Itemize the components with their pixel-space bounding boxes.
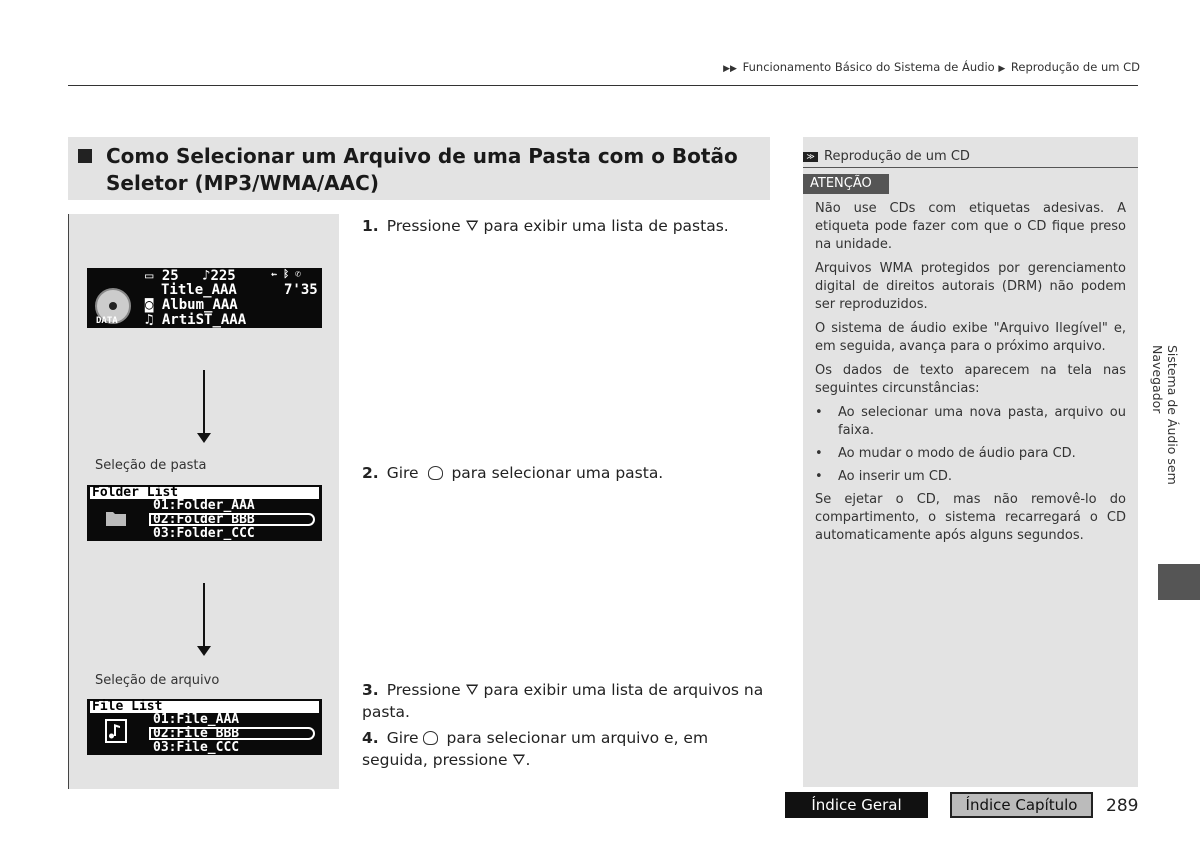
artist-name: ArtiST_AAA (161, 312, 247, 328)
bluetooth-icon: ᛒ (283, 269, 290, 280)
folder-icon (104, 505, 128, 529)
step-3 (362, 679, 772, 723)
music-note-icon: ♪ (202, 268, 211, 284)
step-number: 1. (362, 217, 379, 235)
press-button-icon: ⛛ (465, 217, 479, 235)
breadcrumb-item[interactable]: Reprodução de um CD (1010, 60, 1140, 74)
list-item-text: Ao mudar o modo de áudio para CD. (838, 446, 1076, 461)
step-text: para exibir uma lista de arquivos na pasta. (362, 681, 764, 721)
bullet-icon: • (815, 446, 823, 461)
breadcrumb (723, 60, 1140, 74)
list-item (815, 468, 1126, 486)
step-1 (362, 215, 772, 237)
down-arrow-icon (197, 433, 211, 443)
chapter-index-button[interactable]: Índice Capítulo (950, 792, 1093, 818)
track-time: 7'35 (284, 282, 318, 298)
disc-label: DATA (96, 316, 118, 326)
caution-label: ATENÇÃO (803, 174, 889, 194)
rotary-knob-icon (428, 466, 443, 480)
phone-icon: ✆ (295, 269, 302, 280)
folder-count: 25 (161, 268, 179, 284)
now-playing-display (87, 268, 322, 328)
sidebar-paragraph: O sistema de áudio exibe "Arquivo Ilegível" e, em seguida, avança para o próximo arquivo. (815, 321, 1126, 354)
step-number: 2. (362, 464, 379, 482)
step-4 (362, 727, 772, 771)
artist-icon: ♫ (145, 312, 154, 328)
folder-selection-label: Seleção de pasta (95, 458, 207, 473)
section-title (106, 143, 746, 197)
file-list-header: File List (90, 701, 319, 713)
heading-square-icon (78, 149, 92, 163)
step-text: para selecionar uma pasta. (451, 464, 664, 482)
artist-row (145, 313, 246, 328)
breadcrumb-arrow-icon: ▶ (998, 64, 1006, 74)
album-name: Album_AAA (161, 297, 238, 313)
sidebar-paragraph: Se ejetar o CD, mas não removê-lo do compartimento, o sistema recarregará o CD automaticamente após alguns segundos. (815, 492, 1126, 543)
step-text: Pressione (386, 217, 461, 235)
section-title-line: Como Selecionar um Arquivo de uma Pasta com o Botão (106, 144, 738, 168)
album-icon: ◙ (145, 297, 154, 313)
press-button-icon: ⛛ (512, 751, 526, 769)
sidebar-paragraph: Os dados de texto aparecem na tela nas seguintes circunstâncias: (815, 363, 1126, 396)
status-icons (271, 269, 301, 280)
bullet-icon: • (815, 469, 823, 484)
step-number: 4. (362, 729, 379, 747)
folder-list-row[interactable]: 01:Folder_AAA (153, 498, 255, 513)
reference-icon: ≫ (803, 152, 818, 162)
step-text: . (525, 751, 531, 769)
flow-arrow-line (203, 583, 205, 647)
sidebar-rule (803, 167, 1138, 168)
bullet-icon: • (815, 405, 823, 420)
step-text: Gire (386, 729, 419, 747)
step-number: 3. (362, 681, 379, 699)
step-text: para selecionar um arquivo e, em seguida, pressione (362, 729, 709, 769)
press-button-icon: ⛛ (465, 681, 479, 699)
step-2 (362, 462, 772, 484)
folder-list-row[interactable]: 03:Folder_CCC (153, 526, 255, 541)
list-item-text: Ao selecionar uma nova pasta, arquivo ou faixa. (838, 405, 1126, 438)
sidebar-paragraph: Arquivos WMA protegidos por gerenciamento digital de direitos autorais (DRM) não podem ser reproduzidos. (815, 261, 1126, 312)
folder-icon: ▭ (145, 268, 154, 284)
flow-arrow-line (203, 370, 205, 434)
page-number: 289 (1106, 796, 1139, 816)
file-list-row[interactable]: 01:File_AAA (153, 712, 240, 727)
list-item (815, 404, 1126, 440)
file-list-row[interactable]: 02:File_BBB (153, 726, 240, 741)
folder-list-display (87, 485, 322, 541)
sidebar-title (803, 149, 970, 164)
general-index-button[interactable]: Índice Geral (785, 792, 928, 818)
file-selection-label: Seleção de arquivo (95, 673, 220, 688)
file-list-row[interactable]: 03:File_CCC (153, 740, 240, 755)
down-arrow-icon (197, 646, 211, 656)
breadcrumb-item[interactable]: Funcionamento Básico do Sistema de Áudio (742, 60, 995, 74)
chapter-tab-marker[interactable] (1158, 564, 1200, 600)
sidebar-text (815, 200, 1126, 551)
sidebar-paragraph: Não use CDs com etiquetas adesivas. A etiqueta pode fazer com que o CD fique preso na unidade. (815, 201, 1126, 252)
section-title-line: Seletor (MP3/WMA/AAC) (106, 171, 379, 195)
album-row (145, 298, 238, 313)
step-text: Gire (386, 464, 419, 482)
header-rule (68, 85, 1138, 86)
chapter-tab-label[interactable]: Sistema de Áudio sem Navegador (1150, 345, 1180, 485)
folder-list-row[interactable]: 02:Folder_BBB (153, 512, 255, 527)
usb-icon: ⇜ (271, 269, 278, 280)
step-text: para exibir uma lista de pastas. (483, 217, 729, 235)
sidebar-title-text[interactable]: Reprodução de um CD (824, 149, 970, 164)
music-file-icon (104, 719, 128, 743)
track-title: Title_AAA (161, 282, 237, 298)
folder-list-header: Folder List (90, 487, 319, 499)
list-item-text: Ao inserir um CD. (838, 469, 953, 484)
rotary-knob-icon (423, 731, 438, 745)
file-list-display (87, 699, 322, 755)
step-text: Pressione (386, 681, 461, 699)
track-count: 225 (210, 268, 236, 284)
breadcrumb-arrow-icon: ▶▶ (723, 64, 737, 74)
list-item (815, 445, 1126, 463)
